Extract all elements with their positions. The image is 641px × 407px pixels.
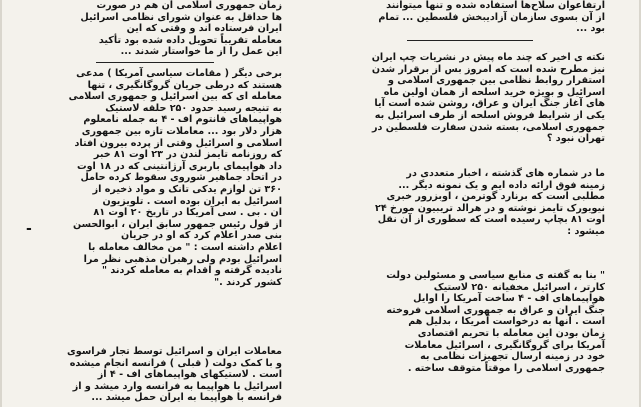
left-paragraph-2: برخی دیگر ( مقامات سیاسی آمریکا ) مدعی هستند که درطی جریان گروگانگیری ، تنها معامله ای که بین اسرائیل و جمهوری اسلامی به تنیجه رسید حدود ۲۵۰ حلقه لاستیک هواپیماهای فانتوم اف - ۴ به جمله نامعلوم هزار دلار بود ... معاملات تازه بین جمهوری اسلامی و اسرائیل وقتی از پرده بیرون افتاد که روزنامه تایمز لندن در ۲۳ اوت ۸۱ خبر داد هواپیمای باربری آرژانتینی که در ۱۸ اوت در اتحاد جماهیر شوروی سقوط کرده حامل ۳۶۰ تن لوازم یدکی تانک و مواد ذخیره از اسرائیل به ایران بوده است . تلویزیون ان . بی . سی آمریکا در تاریخ ۲۰ اوت ۸۱ از قول رئیس جمهور سابق ایران ، ابوالحسن بنی صدر اعلام کرد که او در جریان اعلام داشته است : " من مخالف معامله با اسرائیل بودم ولی رهبران مذهبی نظر مرا نادیده گرفته و اقدام به معامله کردند " کشور کردند .": [68, 68, 282, 288]
scan-edge-left: [0, 0, 2, 407]
right-paragraph-1: ارتفاعوان سلاح‌ها استفاده شده و تنها میتوانند از آن بسوی سازمان آزادیبخش فلسطین ... تمام بود ...: [378, 0, 605, 35]
right-paragraph-4-quote: " بنا به گفته ی منابع سیاسی و مسئولین دولت کارتر ، اسرائیل مخفیانه ۲۵۰ لاستیک هواپیماهای اف - ۴ ساخت آمریکا را اوایل جنگ ایران و عراق به جمهوری اسلامی فروخته است . آنها به درخواست آمریکا ، بدلیل هم زمان بودن این معامله با تحریم اقتصادی آمریکا برای گروگانگیری ، اسرائیل معاملات خود در زمینه ارسال تجهیزات نظامی به جمهوری اسلامی را موقتاً متوقف ساخته .: [386, 270, 605, 374]
left-paragraph-3: معاملات ایران و اسرائیل توسط تجار فراسوی و با کمک دولت ( قبلی ) فرانسه انجام میشده است . لاستیکهای هواپیماهای اف - ۴ از اسرائیل با هواپیما به فرانسه وارد میشد و از فرانسه با هواپیما به ایران حمل میشد ...: [67, 346, 282, 404]
left-paragraph-1: زمان جمهوری اسلامی آن هم در صورت ها حداقل به عنوان شورای نظامی اسرائیل ایران فرستاده اند و وقتی که این معامله تقریباً تحویل داده شده بود تأکید این عمل را از ما خواستار شدند ...: [80, 0, 282, 58]
right-paragraph-3: ما در شماره های گذشته ، اخبار متعددی در زمینه فوق ارائه داده ایم و یک نمونه دیگر ... مطلبی است که برنارد گوترمن ، اوبزرور خبری نیویورک تایمز نوشته و در هرالد تریبیون مورخ ۲۴ اوت ۸۱ بچاپ رسیده است که سطوری از آن نقل میشود :: [375, 168, 605, 237]
gutter-mark: -: [26, 221, 32, 237]
section-divider: [407, 40, 533, 41]
right-paragraph-2: نکته ی اخیر که چند ماه پیش در نشریات چپ ایران نیز مطرح شده است که امروز بس از برقرار شدن استقرار روابط نظامی بین جمهوری اسلامی و اسرائیل و بویژه خرید اسلحه از همان اولین ماه های آغاز جنگ ایران و عراق، روشن شده است آیا یکی از شرایط فروش اسلحه از طرف اسرائیل به جمهوری اسلامی، بسته شدن سفارت فلسطین در تهران نبود ؟: [371, 52, 605, 145]
section-divider: [96, 62, 214, 63]
